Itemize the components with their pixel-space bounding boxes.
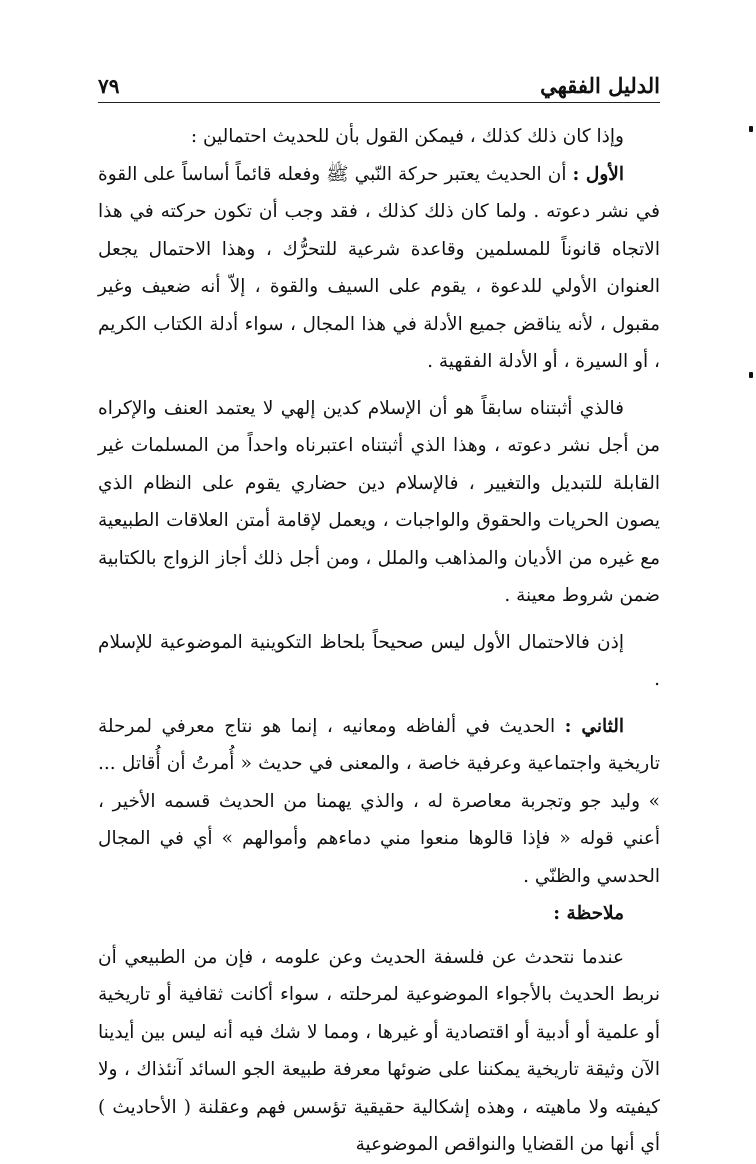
paragraph-note: عندما نتحدث عن فلسفة الحديث وعن علومه ، فإن من الطبيعي أن نربط الحديث بالأجواء الموضوعية لمرحلته ، سواء أكانت ثقافية أو تاريخية أو علمية أو أدبية أو اقتصادية أو غيرها ، ومما لا شك فيه أنه ليس بين أيدينا الآن وثيقة تاريخية يمكننا على ضوئها معرفة طبيعة الجو السائد آنئذاك ، ولا كيفيته ولا ماهيته ، وهذه إشكالية حقيقية تؤسس فهم وعقلنة ( الأحاديث ) أي أنها من القضايا والنواقص الموضوعية <box>98 946 660 1155</box>
first-possibility-text: أن الحديث يعتبر حركة النّبي ﷺ وفعله قائماً أساساً على القوة في نشر دعوته . ولما كان ذلك كذلك ، فقد وجب أن تكون حركته في هذا الاتجاه قانوناً للمسلمين وقاعدة شرعية للتحرُّك ، وهذا الاحتمال يجعل العنوان الأولي للدعوة ، يقوم على السيف والقوة ، إلاّ أنه ضعيف وغير مقبول ، لأنه يناقض جميع الأدلة في هذا المجال ، سواء أدلة الكتاب الكريم ، أو السيرة ، أو الأدلة الفقهية . <box>98 163 660 372</box>
term-second: الثاني : <box>564 715 624 737</box>
paragraph-intro: وإذا كان ذلك كذلك ، فيمكن القول بأن للحديث احتمالين : <box>190 126 624 147</box>
header-title: الدليل الفقهي <box>540 73 660 98</box>
running-header <box>98 62 660 103</box>
page-body <box>98 118 660 1164</box>
margin-mark <box>749 126 753 132</box>
term-first: الأول : <box>572 163 624 185</box>
margin-mark <box>749 372 753 378</box>
paragraph-second-possibility <box>98 708 660 896</box>
second-possibility-text: الحديث في ألفاظه ومعانيه ، إنما هو نتاج معرفي لمرحلة تاريخية واجتماعية وعرفية خاصة ، والمعنى في حديث « أُمرتُ أن أُقاتل ... » وليد جو وتجربة معاصرة له ، والذي يهمنا من الحديث قسمه الأخير ، أعني قوله « فإذا قالوها منعوا مني دماءهم وأموالهم » أي في المجال الحدسي والظنّي . <box>98 715 660 887</box>
paragraph-conclusion: إذن فالاحتمال الأول ليس صحيحاً بلحاظ التكوينية الموضوعية للإسلام . <box>98 631 660 690</box>
paragraph-islam-nonviolence: فالذي أثبتناه سابقاً هو أن الإسلام كدين إلهي لا يعتمد العنف والإكراه من أجل نشر دعوته ، وهذا الذي أثبتناه اعتبرناه واحداً من المسلمات غير القابلة للتبديل والتغيير ، فالإسلام دين حضاري يقوم على النظام الذي يصون الحريات والحقوق والواجبات ، ويعمل لإقامة أمتن العلاقات الطبيعية مع غيره من الأديان والمذاهب والملل ، ومن أجل ذلك أجاز الزواج بالكتابية ضمن شروط معينة . <box>98 397 660 606</box>
paragraph-first-possibility <box>98 156 660 381</box>
note-heading: ملاحظة : <box>553 903 624 924</box>
page-number: ٧٩ <box>98 74 120 98</box>
